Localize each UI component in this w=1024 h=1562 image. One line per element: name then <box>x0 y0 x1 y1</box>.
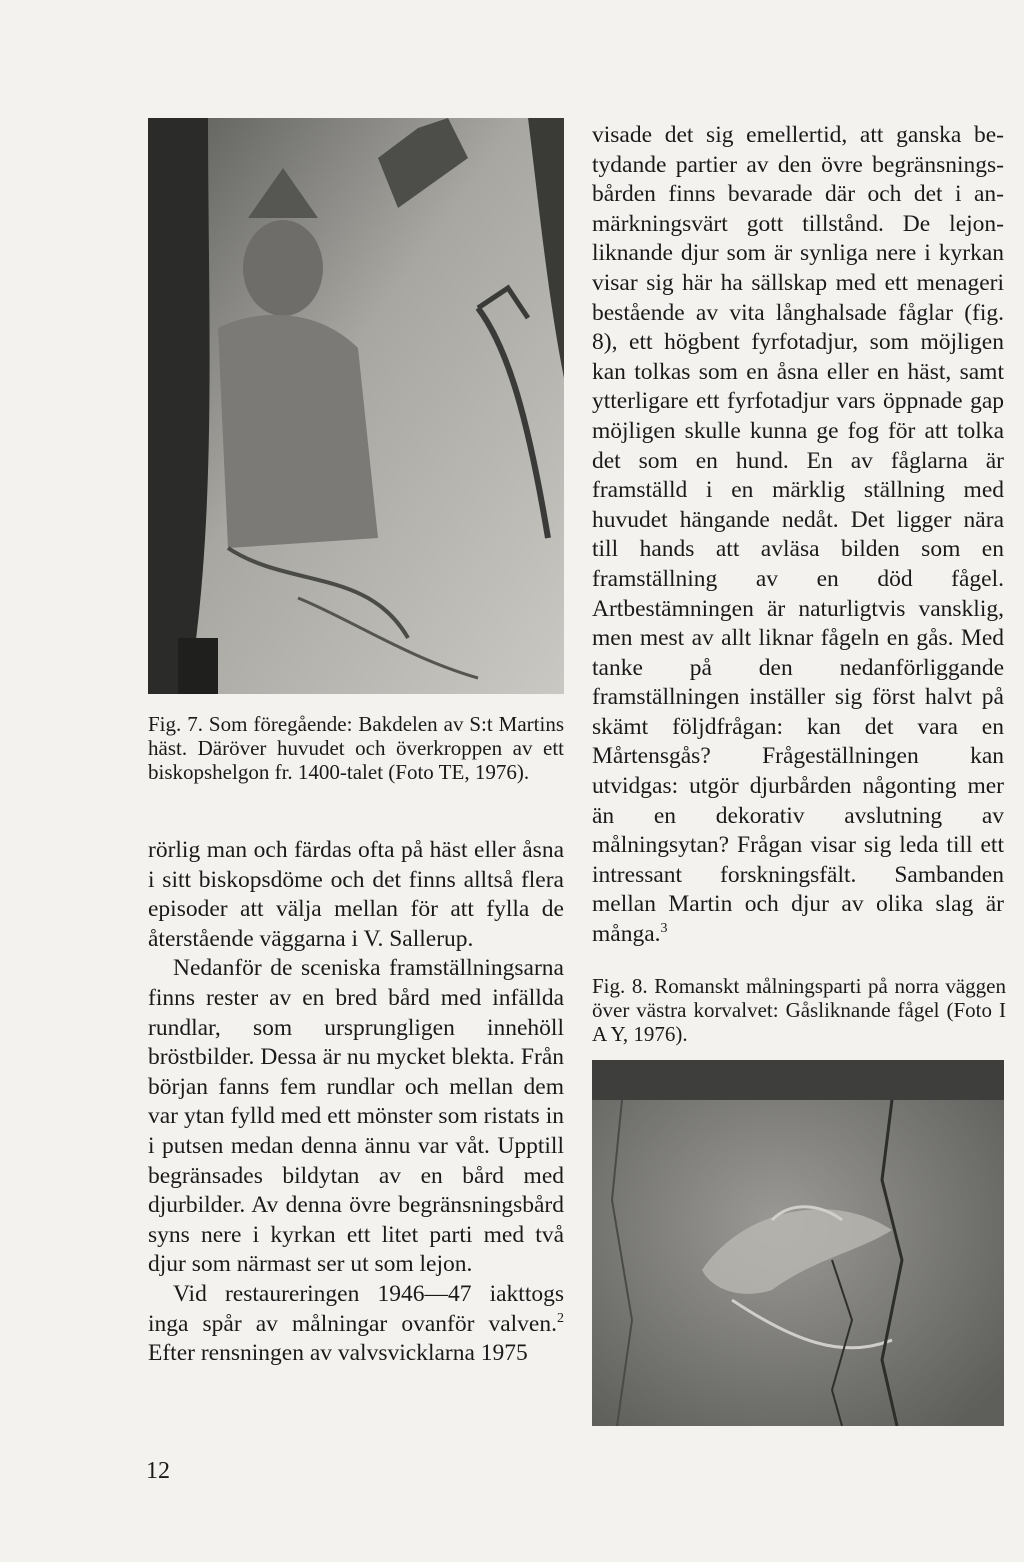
figure-7-photo <box>148 118 564 694</box>
left-paragraph-3 <box>148 1280 564 1369</box>
left-text-column <box>148 836 564 1369</box>
page-number: 12 <box>146 1458 170 1484</box>
figure-7-caption-text: Som föregående: Bakdelen av S:t Martins häst. Däröver huvudet och överkroppen av ett biskopshelgon fr. 1400-talet (Foto TE, 1976). <box>148 712 564 784</box>
figure-8-caption-text: Romanskt målningsparti på norra väggen över västra korvalvet: Gåsliknande fågel (Foto I A Y, 1976). <box>592 974 1006 1046</box>
figure-8-caption <box>592 974 1006 1046</box>
left-paragraph-1: rörlig man och färdas ofta på häst eller åsna i sitt biskopsdöme och det finns alltså flera episoder att välja mellan för att fylla de återstående väggarna i V. Sallerup. <box>148 837 564 952</box>
right-paragraph-1-text: visade det sig emellertid, att ganska betydande partier av den övre begränsningsbården finns bevarade där och det i anmärkningsvärt gott tillstånd. De lejonliknande djur som är synliga nere i kyrkan visar sig här ha sällskap med ett menageri bestående av vita långhalsade fåglar (fig. 8), ett högbent fyrfotadjur, som möjligen kan tolkas som en åsna eller en häst, samt ytterligare ett fyrfotadjur vars öppnade gap möjligen skulle kunna ge fog för att tolka det som en hund. En av fåglarna är framställd i en märklig ställning med huvudet hängande nedåt. Det ligger nära till hands att avläsa bilden som en framställning av en död fågel. Artbestämningen är naturligtvis vansklig, men mest av allt liknar fågeln en gås. Med tanke på den nedanförliggande framställningen inställer sig först halvt på skämt följdfrågan: kan det vara en Mårtensgås? Frågeställningen kan utvidgas: utgör djurbården någonting mer än en dekorativ avslutning av målningsytan? Frågan visar sig leda till ett intressant forskningsfält. Sambanden mellan Martin och djur av olika slag är många. <box>592 122 1004 948</box>
footnote-ref-3: 3 <box>660 921 668 937</box>
figure-8-label: Fig. 8. <box>592 974 648 998</box>
right-text-column <box>592 121 1004 950</box>
figure-8-photo <box>592 1060 1004 1426</box>
right-paragraph-1 <box>592 121 1004 950</box>
mural-goose-image <box>592 1060 1004 1426</box>
footnote-ref-2: 2 <box>557 1310 564 1326</box>
mural-bishop-image <box>148 118 564 694</box>
left-paragraph-2: Nedanför de sceniska framställningsarna finns rester av en bred bård med infällda rundlar, som ursprungligen innehöll bröstbilder. Dessa är nu mycket blekta. Från början fanns fem rundlar och mellan dem var ytan fylld med ett mönster som ristats in i putsen medan denna ännu var våt. Upptill begränsades bildytan av en bård med djurbilder. Av denna övre begränsningsbård syns nere i kyrkan ett litet parti med två djur som närmast ser ut som lejon. <box>148 955 564 1278</box>
left-paragraph-3-tail: Efter rensningen av valvsvicklarna 1975 <box>148 1340 528 1367</box>
figure-7-label: Fig. 7. <box>148 712 203 736</box>
figure-7-caption <box>148 712 564 784</box>
left-paragraph-3-text: Vid restaureringen 1946—47 iakttogs inga spår av målningar ovanför valven. <box>148 1280 564 1337</box>
